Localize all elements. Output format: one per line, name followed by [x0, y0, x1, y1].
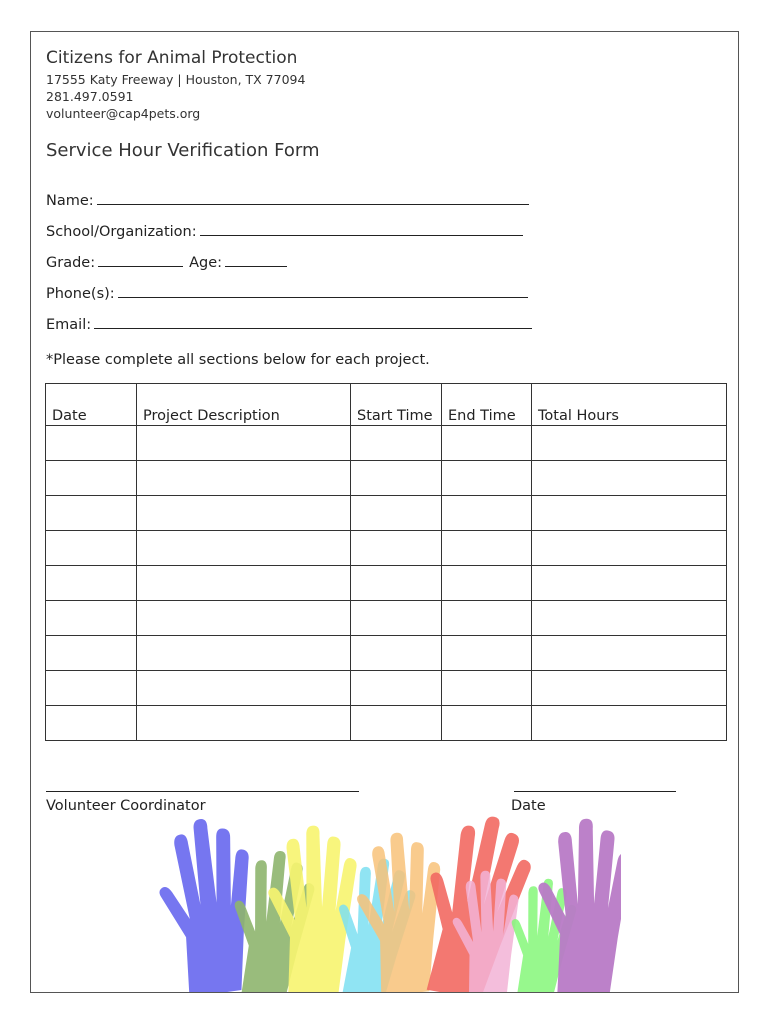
date-signature-line[interactable]: [514, 791, 676, 792]
phones-label: Phone(s):: [46, 286, 115, 302]
cell-end-time[interactable]: [442, 706, 532, 741]
instructions-note: *Please complete all sections below for each project.: [46, 352, 430, 368]
cell-start-time[interactable]: [351, 671, 442, 706]
cell-project-description[interactable]: [137, 636, 351, 671]
cell-start-time[interactable]: [351, 531, 442, 566]
table-row: [46, 496, 727, 531]
cell-date[interactable]: [46, 601, 137, 636]
grade-blank[interactable]: [98, 254, 183, 267]
cell-project-description[interactable]: [137, 706, 351, 741]
table-row: [46, 636, 727, 671]
cell-project-description[interactable]: [137, 461, 351, 496]
cell-date[interactable]: [46, 706, 137, 741]
cell-total-hours[interactable]: [532, 601, 727, 636]
organization-address: 17555 Katy Freeway | Houston, TX 77094: [46, 72, 306, 87]
coordinator-signature-label: Volunteer Coordinator: [46, 798, 206, 814]
email-label: Email:: [46, 317, 92, 333]
date-signature-label: Date: [511, 798, 546, 814]
column-header-total-hours: Total Hours: [532, 384, 727, 426]
form-title: Service Hour Verification Form: [46, 140, 320, 161]
cell-total-hours[interactable]: [532, 636, 727, 671]
cell-total-hours[interactable]: [532, 496, 727, 531]
cell-end-time[interactable]: [442, 496, 532, 531]
cell-project-description[interactable]: [137, 496, 351, 531]
cell-start-time[interactable]: [351, 461, 442, 496]
school-field[interactable]: [46, 223, 523, 240]
cell-start-time[interactable]: [351, 601, 442, 636]
grade-label: Grade:: [46, 255, 96, 271]
cell-date[interactable]: [46, 531, 137, 566]
column-header-date: Date: [46, 384, 137, 426]
cell-project-description[interactable]: [137, 671, 351, 706]
cell-start-time[interactable]: [351, 496, 442, 531]
organization-email: volunteer@cap4pets.org: [46, 106, 201, 121]
email-field[interactable]: [46, 316, 532, 333]
cell-end-time[interactable]: [442, 601, 532, 636]
cell-end-time[interactable]: [442, 426, 532, 461]
cell-total-hours[interactable]: [532, 426, 727, 461]
cell-project-description[interactable]: [137, 426, 351, 461]
phones-field[interactable]: [46, 285, 528, 302]
phones-blank[interactable]: [118, 285, 528, 298]
cell-total-hours[interactable]: [532, 531, 727, 566]
cell-start-time[interactable]: [351, 706, 442, 741]
cell-end-time[interactable]: [442, 531, 532, 566]
cell-date[interactable]: [46, 671, 137, 706]
cell-total-hours[interactable]: [532, 706, 727, 741]
cell-end-time[interactable]: [442, 636, 532, 671]
table-header-row: [46, 384, 727, 426]
cell-total-hours[interactable]: [532, 671, 727, 706]
column-header-end-time: End Time: [442, 384, 532, 426]
service-hours-table: [45, 383, 727, 741]
table-row: [46, 706, 727, 741]
name-field[interactable]: [46, 192, 529, 209]
cell-project-description[interactable]: [137, 601, 351, 636]
cell-end-time[interactable]: [442, 461, 532, 496]
table-body: [46, 426, 727, 741]
coordinator-signature-line[interactable]: [46, 791, 359, 792]
cell-end-time[interactable]: [442, 566, 532, 601]
cell-project-description[interactable]: [137, 531, 351, 566]
school-label: School/Organization:: [46, 224, 197, 240]
form-page: [30, 31, 739, 993]
table-row: [46, 461, 727, 496]
email-blank[interactable]: [94, 316, 532, 329]
column-header-project-description: Project Description: [137, 384, 351, 426]
cell-project-description[interactable]: [137, 566, 351, 601]
cell-total-hours[interactable]: [532, 566, 727, 601]
cell-date[interactable]: [46, 426, 137, 461]
cell-end-time[interactable]: [442, 671, 532, 706]
cell-start-time[interactable]: [351, 636, 442, 671]
cell-date[interactable]: [46, 496, 137, 531]
name-label: Name:: [46, 193, 94, 209]
cell-start-time[interactable]: [351, 426, 442, 461]
cell-date[interactable]: [46, 461, 137, 496]
table-row: [46, 566, 727, 601]
age-label: Age:: [189, 255, 223, 271]
name-blank[interactable]: [97, 192, 529, 205]
table-row: [46, 426, 727, 461]
cell-start-time[interactable]: [351, 566, 442, 601]
raised-hands-illustration: [151, 807, 621, 993]
school-blank[interactable]: [200, 223, 523, 236]
organization-phone: 281.497.0591: [46, 89, 134, 104]
cell-date[interactable]: [46, 636, 137, 671]
table-row: [46, 671, 727, 706]
cell-date[interactable]: [46, 566, 137, 601]
age-blank[interactable]: [225, 254, 287, 267]
organization-name: Citizens for Animal Protection: [46, 48, 298, 68]
cell-total-hours[interactable]: [532, 461, 727, 496]
table-row: [46, 601, 727, 636]
column-header-start-time: Start Time: [351, 384, 442, 426]
table-row: [46, 531, 727, 566]
grade-age-field[interactable]: [46, 254, 287, 271]
